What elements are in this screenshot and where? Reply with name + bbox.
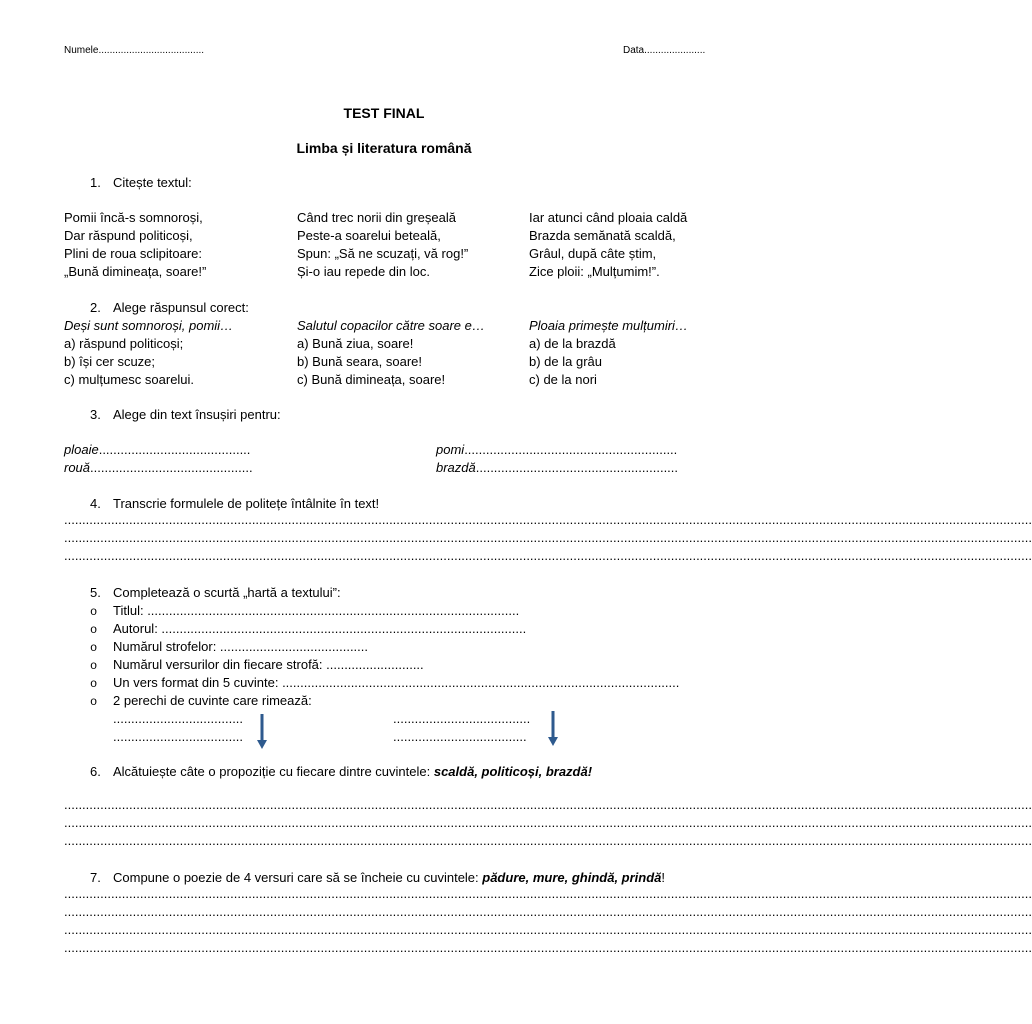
bullet-icon: o <box>90 641 98 655</box>
page-subtitle: Limba și literatura română <box>296 140 472 156</box>
q2-column-3 <box>529 317 688 389</box>
q1-number: 1. <box>90 175 101 190</box>
bullet-icon: o <box>90 659 98 673</box>
verse-line: Pomii încă-s somnoroși, <box>64 210 203 225</box>
q5-prompt: Completează o scurtă „hartă a textului”: <box>113 585 341 600</box>
map-item-author[interactable]: Autorul: ..................................................................................................... <box>113 621 527 636</box>
q2-question: Salutul copacilor către soare e… <box>297 318 485 333</box>
poem-stanza-3 <box>529 209 687 281</box>
answer-line[interactable]: ............................................................................................................................................................................................................................................................................ <box>64 797 1032 812</box>
answer-option[interactable]: a) de la brazdă <box>529 336 616 351</box>
q2-question: Deși sunt somnoroși, pomii… <box>64 318 234 333</box>
answer-line[interactable]: ............................................................................................................................................................................................................................................................................ <box>64 922 1032 937</box>
q6-prompt: Alcătuiește câte o propoziție cu fiecare dintre cuvintele: scaldă, politicoși, brazdă! <box>113 764 593 779</box>
q3-item-ploaie[interactable] <box>64 441 250 459</box>
poem-stanza-2 <box>297 209 468 281</box>
q3-item-brazda[interactable] <box>436 459 678 477</box>
q2-question: Ploaia primește mulțumiri… <box>529 318 688 333</box>
answer-line[interactable]: ............................................................................................................................................................................................................................................................................ <box>64 548 1032 563</box>
bullet-icon: o <box>90 677 98 691</box>
verse-line: Peste-a soarelui beteală, <box>297 228 441 243</box>
map-item-verse-5-words[interactable]: Un vers format din 5 cuvinte: .............................................................................................................. <box>113 675 680 690</box>
answer-line[interactable]: ............................................................................................................................................................................................................................................................................ <box>64 530 1032 545</box>
answer-line[interactable]: ............................................................................................................................................................................................................................................................................ <box>64 940 1032 955</box>
answer-option[interactable]: a) răspund politicoși; <box>64 336 184 351</box>
q7-prompt: Compune o poezie de 4 versuri care să se încheie cu cuvintele: pădure, mure, ghindă, prindă! <box>113 870 666 885</box>
rhyme-blank[interactable]: .................................... <box>113 711 244 726</box>
q3-prompt: Alege din text însușiri pentru: <box>113 407 281 422</box>
q5-number: 5. <box>90 585 101 600</box>
answer-line[interactable]: ............................................................................................................................................................................................................................................................................ <box>64 815 1032 830</box>
q2-number: 2. <box>90 300 101 315</box>
name-field-label: Numele...................................... <box>64 45 205 56</box>
answer-line[interactable]: ............................................................................................................................................................................................................................................................................ <box>64 833 1032 848</box>
down-arrow-icon <box>257 714 265 750</box>
verse-line: Spun: „Să ne scuzați, vă rog!” <box>297 246 469 261</box>
q7-words: pădure, mure, ghindă, prindă <box>482 870 662 885</box>
map-item-rhymes: 2 perechi de cuvinte care rimează: <box>113 693 312 708</box>
verse-line: Și-o iau repede din loc. <box>297 264 430 279</box>
q4-number: 4. <box>90 496 101 511</box>
answer-line[interactable]: ............................................................................................................................................................................................................................................................................ <box>64 886 1032 901</box>
verse-line: Plini de roua sclipitoare: <box>64 246 203 261</box>
down-arrow-icon <box>548 711 556 747</box>
verse-line: „Bună dimineața, soare!” <box>64 264 207 279</box>
map-item-title[interactable]: Titlul: ....................................................................................................... <box>113 603 520 618</box>
q1-prompt: Citește textul: <box>113 175 192 190</box>
answer-dots[interactable]: ........................................................... <box>464 442 678 457</box>
q6-number: 6. <box>90 764 101 779</box>
verse-line: Dar răspund politicoși, <box>64 228 193 243</box>
rhyme-blank[interactable]: ..................................... <box>393 729 527 744</box>
answer-option[interactable]: b) de la grâu <box>529 354 602 369</box>
verse-line: Când trec norii din greșeală <box>297 210 456 225</box>
verse-line: Brazda semănată scaldă, <box>529 228 676 243</box>
q3-word: pomi <box>436 442 465 457</box>
answer-dots[interactable]: ........................................................ <box>475 460 679 475</box>
verse-line: Grâul, după câte știm, <box>529 246 657 261</box>
q2-column-2 <box>297 317 485 389</box>
q3-item-pomi[interactable] <box>436 441 677 459</box>
q7-number: 7. <box>90 870 101 885</box>
answer-line[interactable]: ............................................................................................................................................................................................................................................................................ <box>64 512 1032 527</box>
q3-word: rouă <box>64 460 91 475</box>
answer-option[interactable]: c) de la nori <box>529 372 597 387</box>
page-title: TEST FINAL <box>343 105 425 121</box>
verse-line: Iar atunci când ploaia caldă <box>529 210 688 225</box>
answer-option[interactable]: c) Bună dimineața, soare! <box>297 372 446 387</box>
answer-option[interactable]: a) Bună ziua, soare! <box>297 336 414 351</box>
verse-line: Zice ploii: „Mulțumim!”. <box>529 264 660 279</box>
answer-dots[interactable]: .......................................... <box>98 442 251 457</box>
q2-prompt: Alege răspunsul corect: <box>113 300 249 315</box>
date-field-label: Data...................... <box>623 45 706 56</box>
bullet-icon: o <box>90 605 98 619</box>
map-item-verses[interactable]: Numărul versurilor din fiecare strofă: ........................... <box>113 657 424 672</box>
answer-option[interactable]: b) Bună seara, soare! <box>297 354 423 369</box>
map-item-stanzas[interactable]: Numărul strofelor: ......................................... <box>113 639 369 654</box>
q4-prompt: Transcrie formulele de politețe întâlnite în text! <box>113 496 380 511</box>
rhyme-blank[interactable]: ...................................... <box>393 711 531 726</box>
q3-word: brazdă <box>436 460 476 475</box>
q6-words: scaldă, politicoși, brazdă! <box>433 764 593 779</box>
q3-word: ploaie <box>64 442 99 457</box>
answer-option[interactable]: b) își cer scuze; <box>64 354 156 369</box>
bullet-icon: o <box>90 623 98 637</box>
bullet-icon: o <box>90 695 98 709</box>
q3-number: 3. <box>90 407 101 422</box>
rhyme-blank[interactable]: .................................... <box>113 729 244 744</box>
answer-line[interactable]: ............................................................................................................................................................................................................................................................................ <box>64 904 1032 919</box>
answer-dots[interactable]: ............................................. <box>90 460 253 475</box>
q2-column-1 <box>64 317 233 389</box>
q3-item-roua[interactable] <box>64 459 253 477</box>
poem-stanza-1 <box>64 209 206 281</box>
answer-option[interactable]: c) mulțumesc soarelui. <box>64 372 195 387</box>
